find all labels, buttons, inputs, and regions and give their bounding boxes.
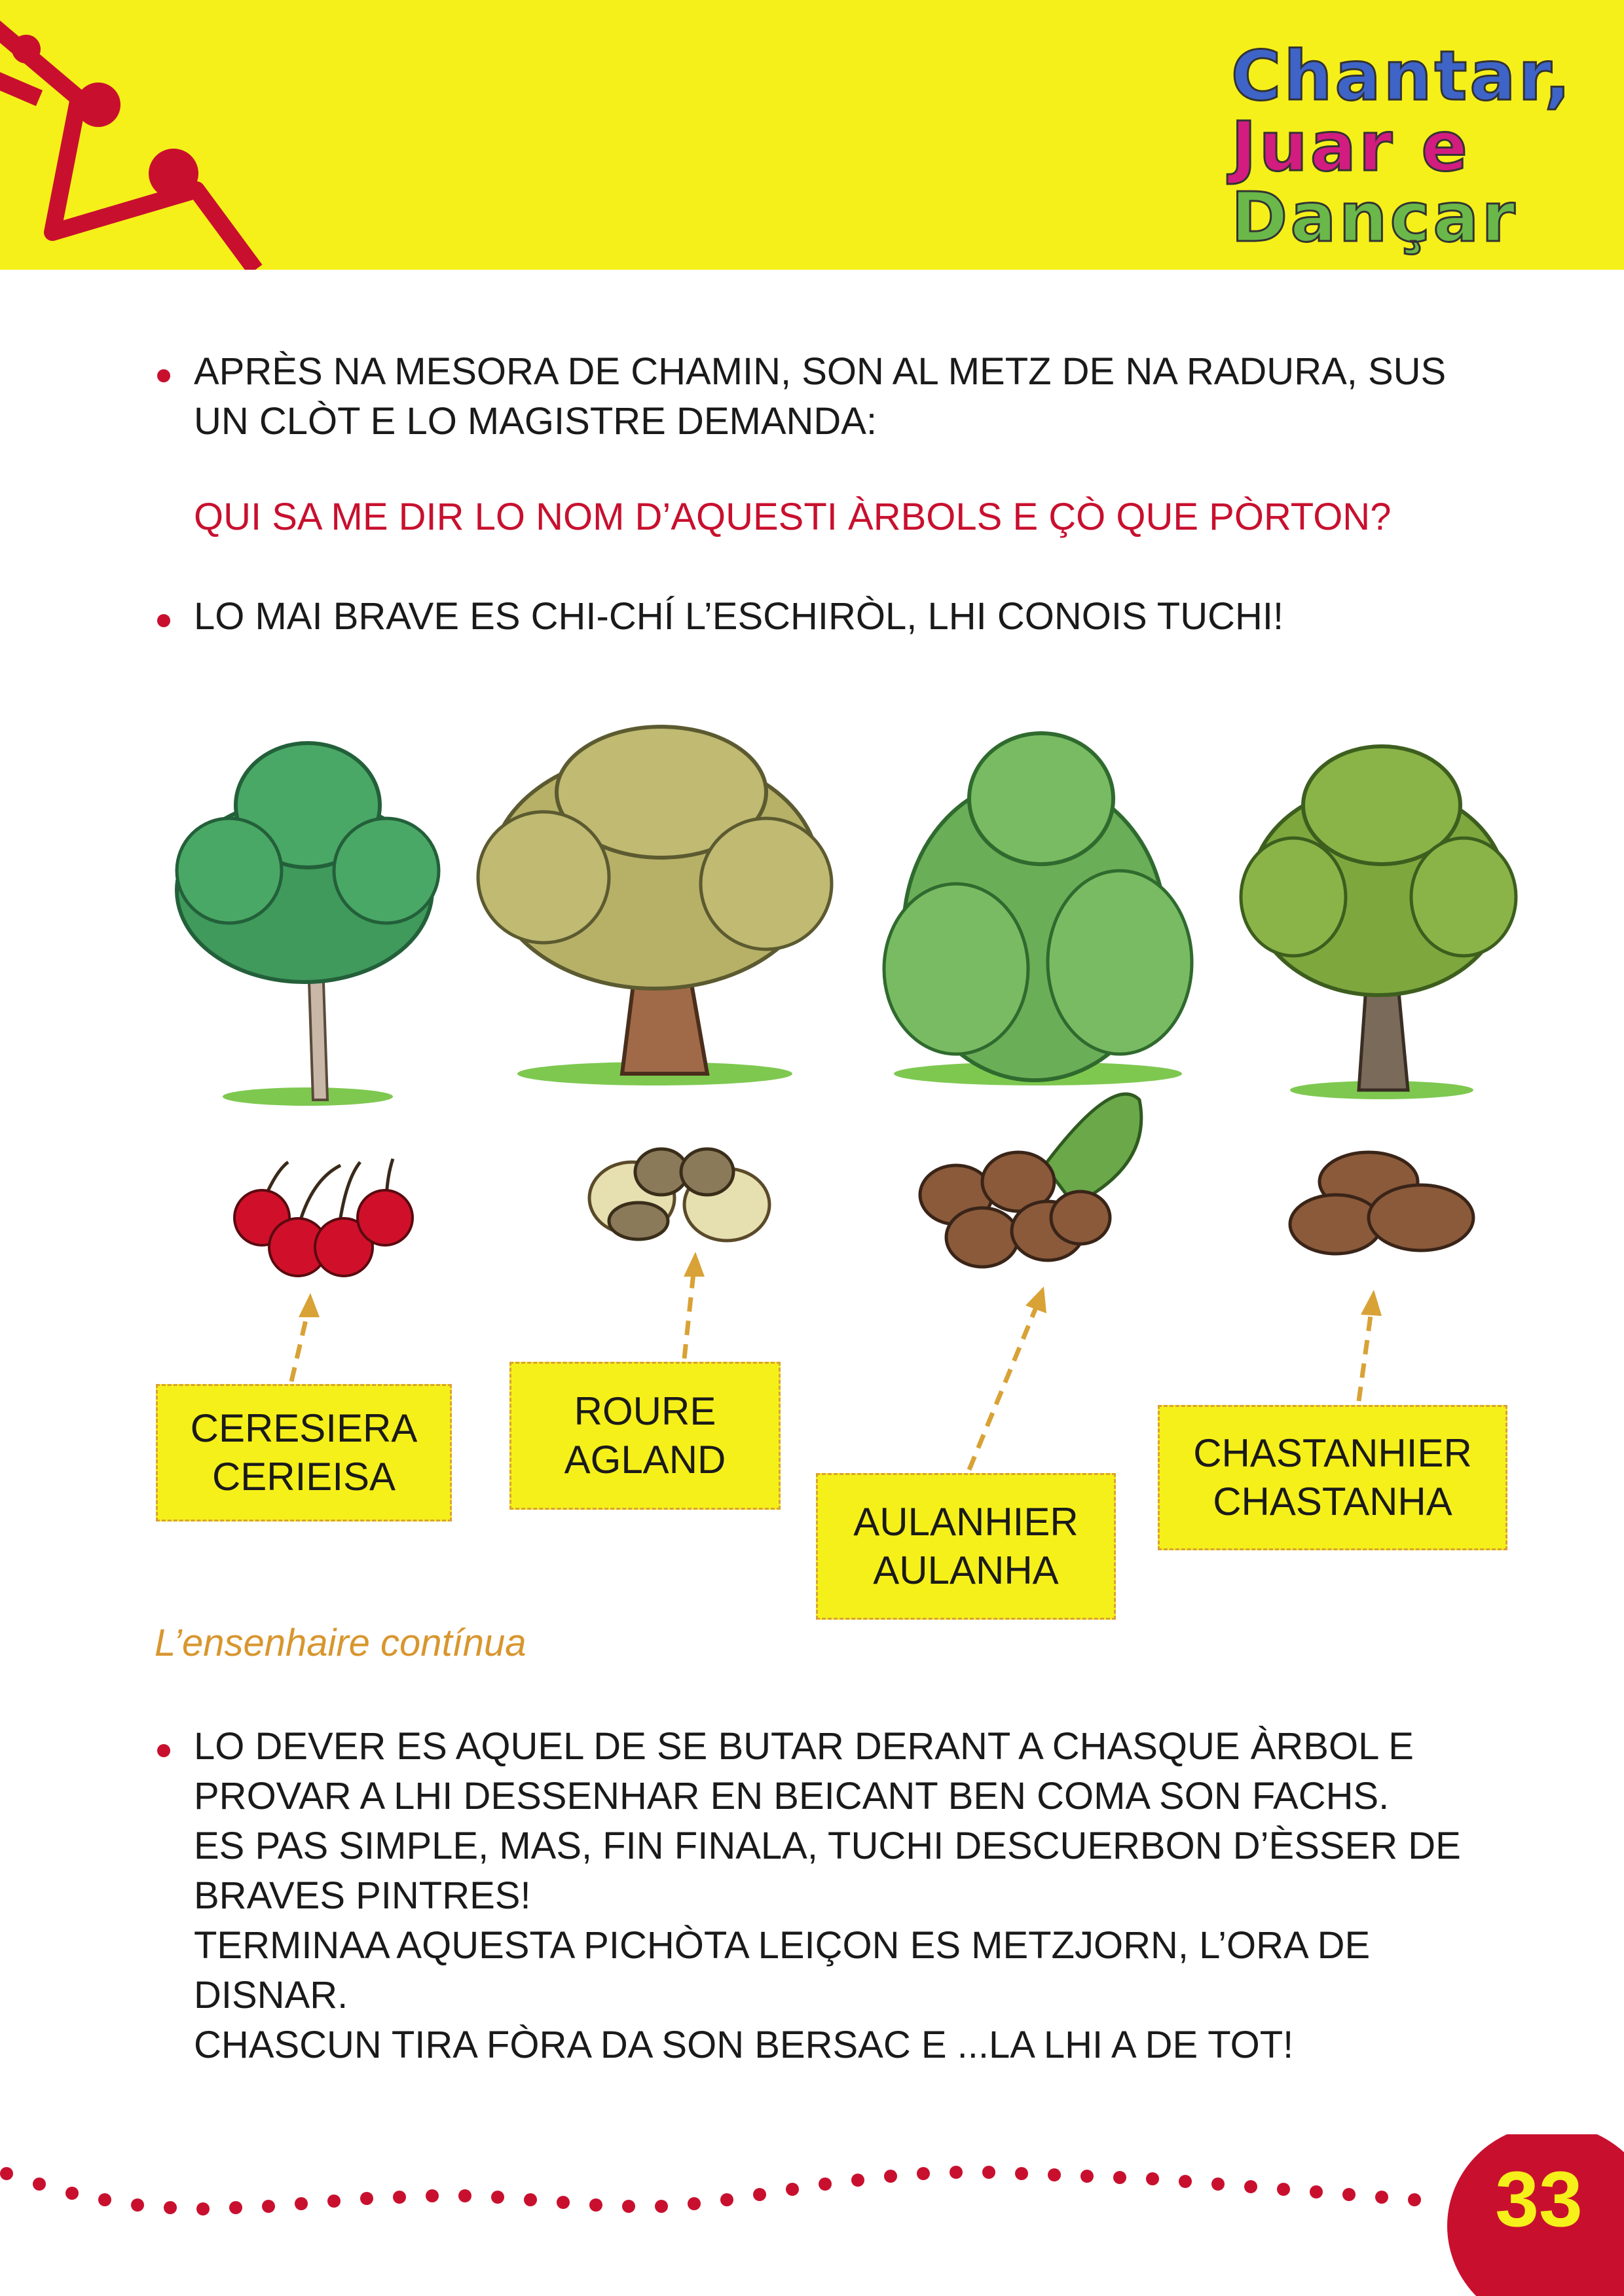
label-cherry-tree: CERESIERA CERIEISA (156, 1384, 452, 1522)
cherry-illustration (234, 1159, 413, 1276)
logo-line-3: Dançar (1231, 177, 1518, 257)
label-chestnut-tree: CHASTANHIER CHASTANHA (1158, 1405, 1507, 1550)
squirrel-paragraph: LO MAI BRAVE ES CHI-CHÍ L’ESCHIRÒL, LHI CONOIS TUCHI! (157, 592, 1506, 642)
task-paragraph: LO DEVER ES AQUEL DE SE BUTAR DERANT A CHASQUE ÀRBOL E PROVAR A LHI DESSENHAR EN BEICANT BEN COMA SON FACHS. ES PAS SIMPLE, MAS, FIN FINALA, TUCHI DESCUERBON D’ÈSSER DE BRAVES PINTRES! TERMINAA AQUESTA PICHÒTA LEIÇON ES METZJORN, L’ORA DE DISNAR. CHASCUN TIRA FÒRA DA SON BERSAC E ...LA LHI A DE TOT! (157, 1722, 1506, 2070)
dotted-wave-decoration (0, 2134, 1624, 2296)
hazelnut-illustration (920, 1094, 1141, 1267)
chestnut-tree-illustration (1241, 746, 1516, 1099)
label-oak-tree: ROURE AGLAND (509, 1362, 781, 1510)
logo-line-1: Chantar, (1231, 36, 1573, 116)
hazel-tree-illustration (884, 733, 1192, 1085)
chestnut-illustration (1290, 1152, 1473, 1254)
oak-tree-illustration (478, 727, 832, 1085)
cherry-tree-illustration (177, 743, 439, 1106)
bullet-dot (157, 1744, 170, 1757)
intro-paragraph: APRÈS NA MESORA DE CHAMIN, SON AL METZ DE NA RADURA, SUS UN CLÒT E LO MAGISTRE DEMANDA: (157, 347, 1506, 446)
logo-line-2: Juar e (1231, 107, 1470, 187)
acorn-illustration (589, 1149, 769, 1241)
page-number: 33 (1495, 2155, 1583, 2243)
label-hazel-tree: AULANHIER AULANHA (816, 1473, 1116, 1620)
teacher-question: QUI SA ME DIR LO NOM D’AQUESTI ÀRBOLS E ÇÒ QUE PÒRTON? (194, 496, 1392, 538)
section-caption: L’ensenhaire contínua (155, 1622, 526, 1664)
